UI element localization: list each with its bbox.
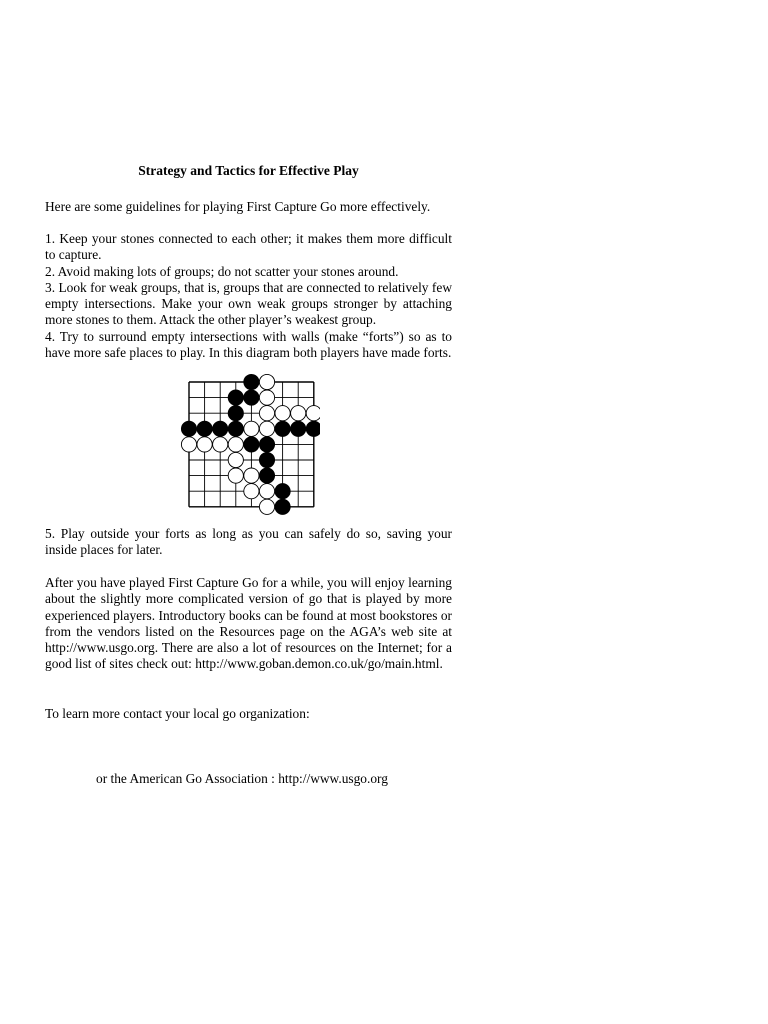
intro-paragraph: Here are some guidelines for playing First Capture Go more effectively. [45,199,431,214]
white-stone [213,437,228,452]
contact-line: To learn more contact your local go organization: [45,706,310,721]
white-stone [244,484,259,499]
white-stone [228,437,243,452]
black-stone [275,421,290,436]
white-stone [197,437,212,452]
white-stone [306,406,320,421]
white-stone [259,406,274,421]
guideline-item: 1. Keep your stones connected to each other; it makes them more difficult to capture. [45,231,452,263]
black-stone [275,484,290,499]
black-stone [181,421,196,436]
aga-contact-line: or the American Go Association : http://www.usgo.org [96,771,388,786]
black-stone [259,468,274,483]
black-stone [244,390,259,405]
black-stone [244,374,259,389]
black-stone [228,421,243,436]
guideline-item: 2. Avoid making lots of groups; do not scatter your stones around. [45,263,399,279]
black-stone [228,390,243,405]
white-stone [259,390,274,405]
white-stone [259,499,274,514]
black-stone [244,437,259,452]
white-stone [291,406,306,421]
go-board-diagram [180,372,320,517]
resources-paragraph: After you have played First Capture Go for a while, you will enjoy learning about the slightly more complicated version of go that is played by more experienced players. Introductory books can be found at most bookstores or from the vendors listed on the Resources page on the AGA’s web site at http://www.usgo.org. There are also a lot of resources on the Internet; for a good list of sites check out: http://www.goban.demon.co.uk/go/main.html. [45,575,452,672]
black-stone [306,421,320,436]
black-stone [213,421,228,436]
guideline-five-paragraph: 5. Play outside your forts as long as you can safely do so, saving your inside places for later. [45,526,452,558]
black-stone [291,421,306,436]
white-stone [259,421,274,436]
white-stone [244,421,259,436]
white-stone [275,406,290,421]
black-stone [228,406,243,421]
white-stone [244,468,259,483]
guideline-list [45,231,452,361]
page-title: Strategy and Tactics for Effective Play [138,163,359,178]
white-stone [259,374,274,389]
white-stone [228,452,243,467]
white-stone [228,468,243,483]
white-stone [181,437,196,452]
black-stone [259,452,274,467]
black-stone [197,421,212,436]
white-stone [259,484,274,499]
guideline-item: 4. Try to surround empty intersections with walls (make “forts”) so as to have more safe places to play. In this diagram both players have made forts. [45,328,452,361]
black-stone [259,437,274,452]
guideline-item: 3. Look for weak groups, that is, groups that are connected to relatively few empty intersections. Make your own weak groups stronger by attaching more stones to them. Attack the other player’s weakest group. [45,279,452,328]
black-stone [275,499,290,514]
